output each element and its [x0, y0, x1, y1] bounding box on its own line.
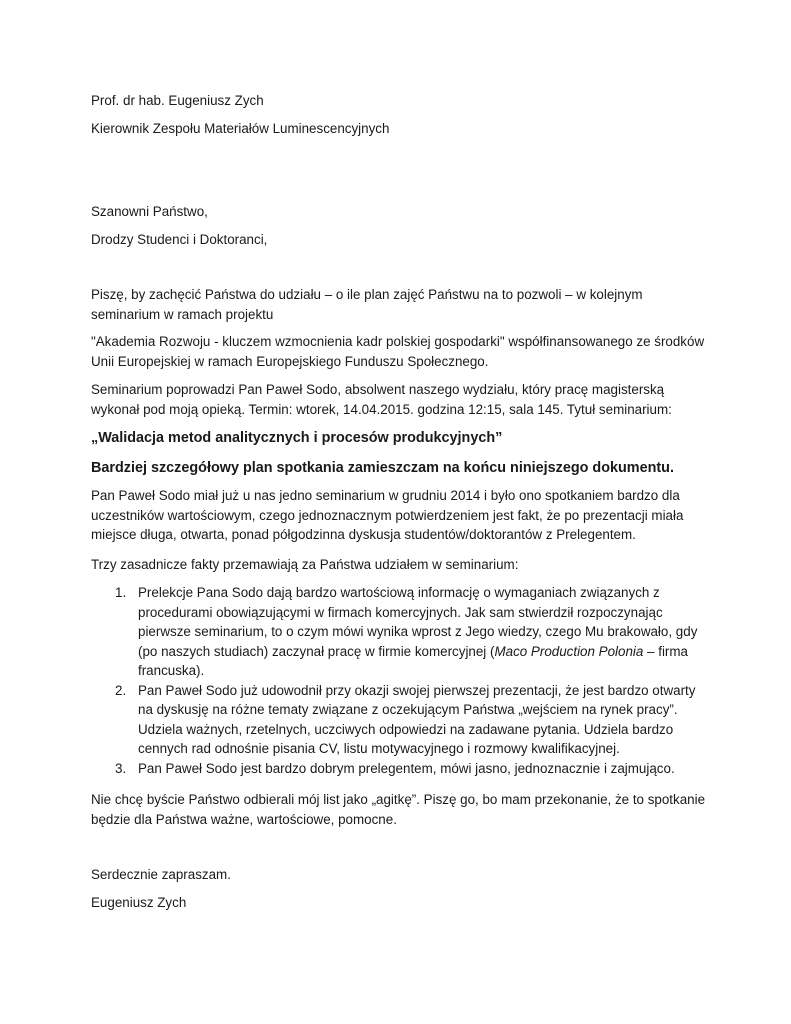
list-item: [91, 681, 711, 759]
paragraph-closing-note: Nie chcę byście Państwo odbierali mój list jako „agitkę”. Piszę go, bo mam przekonanie, że to spotkanie będzie dla Państwa ważne, wartościowe, pomocne.: [91, 792, 706, 827]
paragraph-project: "Akademia Rozwoju - kluczem wzmocnienia kadr polskiej gospodarki" współfinansowanego ze środków Unii Europejskiej w ramach Europejskiego Funduszu Społecznego.: [91, 334, 705, 369]
list-number: 1.: [115, 585, 127, 600]
paragraph-reasons-intro: Trzy zasadnicze fakty przemawiają za Państwa udziałem w seminarium:: [91, 557, 519, 572]
paragraph-previous-seminar: Pan Paweł Sodo miał już u nas jedno seminarium w grudniu 2014 i było ono spotkaniem bardzo dla uczestników wartościowym, czego jednoznacznym potwierdzeniem jest fakt, że po prezentacji miała miejsce długa, otwarta, ponad półgodzinna dyskusja studentów/doktorantów z Prelegentem.: [91, 488, 684, 542]
greeting-line-2: Drodzy Studenci i Doktoranci,: [91, 232, 268, 247]
list-item-text: Pan Paweł Sodo już udowodnił przy okazji swojej pierwszej prezentacji, że jest bardzo otwarty na dyskusję na różne tematy związane z oczekującym Państwa „wejściem na rynek pracy”. Udziela ważnych, rzetelnych, uczciwych odpowiedzi na zadawane pytania. Udziela bardzo cennych rad odnośnie pisania CV, listu motywacyjnego i rozmowy kwalifikacyjnej.: [138, 682, 696, 756]
signature: Eugeniusz Zych: [91, 895, 187, 910]
list-item-text: Pan Paweł Sodo jest bardzo dobrym prelegentem, mówi jasno, jednoznacznie i zajmująco.: [138, 760, 675, 776]
seminar-title: „Walidacja metod analitycznych i procesów produkcyjnych”: [91, 430, 503, 446]
list-item: [91, 583, 711, 681]
reasons-list: [91, 583, 711, 778]
author-title: Kierownik Zespołu Materiałów Luminescencyjnych: [91, 121, 390, 136]
closing-invitation: Serdecznie zapraszam.: [91, 867, 231, 882]
author-name: Prof. dr hab. Eugeniusz Zych: [91, 93, 264, 108]
plan-note: Bardziej szczegółowy plan spotkania zamieszczam na końcu niniejszego dokumentu.: [91, 460, 674, 476]
list-number: 2.: [115, 682, 127, 698]
company-name: Maco Production Polonia: [494, 643, 644, 659]
paragraph-seminar-details: Seminarium poprowadzi Pan Paweł Sodo, absolwent naszego wydziału, który pracę magisterską wykonał pod moją opieką. Termin: wtorek, 14.04.2015. godzina 12:15, sala 145. Tytuł seminarium:: [91, 382, 672, 417]
paragraph-invitation: Piszę, by zachęcić Państwa do udziału – o ile plan zajęć Państwu na to pozwoli – w kolejnym seminarium w ramach projektu: [91, 287, 643, 322]
list-number: 3.: [115, 760, 127, 776]
greeting-line-1: Szanowni Państwo,: [91, 204, 208, 219]
list-item: [91, 759, 711, 779]
list-item-text: Prelekcje Pana Sodo dają bardzo wartościową informację o wymaganiach związanych z procedurami obowiązującymi w firmach komercyjnych. Jak sam stwierdził rozpoczynając pierwsze seminarium, to o czym mówi wynika wprost z Jego wiedzy, czego Mu brakowało, gdy (po naszych studiach) zaczynał pracę w firmie komercyjnej (Maco Production Polonia – firma francuska).: [138, 585, 698, 678]
